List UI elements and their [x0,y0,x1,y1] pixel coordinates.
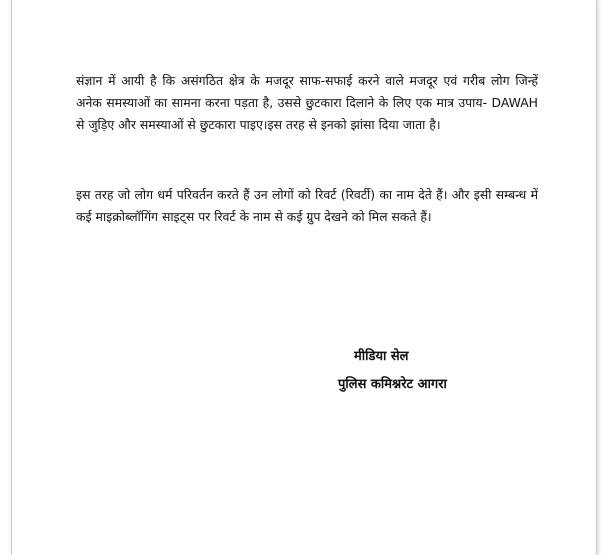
signature-media-cell: मीडिया सेल [354,349,409,364]
document-page [11,0,597,555]
paragraph-dawah-lure: संज्ञान में आयी है कि असंगठित क्षेत्र के मजदूर साफ-सफाई करने वाले मजदूर एवं गरीब लोग जिन्हें अनेक समस्याओं का सामना करना पड़ता है, उससे छुटकारा दिलाने के लिए एक मात्र उपाय- DAWAH से जुड़िए और समस्याओं से छुटकारा पाइए।इस तरह से इनको झांसा दिया जाता है। [76,73,538,132]
signature-police-commissionerate: पुलिस कमिश्नरेट आगरा [338,377,447,392]
paragraph-revert-groups: इस तरह जो लोग धर्म परिवर्तन करते हैं उन लोगों को रिवर्ट (रिवर्टी) का नाम देते हैं। और इसी सम्बन्ध में कई माइक्रोब्लॉगिंग साइट्स पर रिवर्ट के नाम से कई ग्रुप देखने को मिल सकते हैं। [76,187,538,224]
